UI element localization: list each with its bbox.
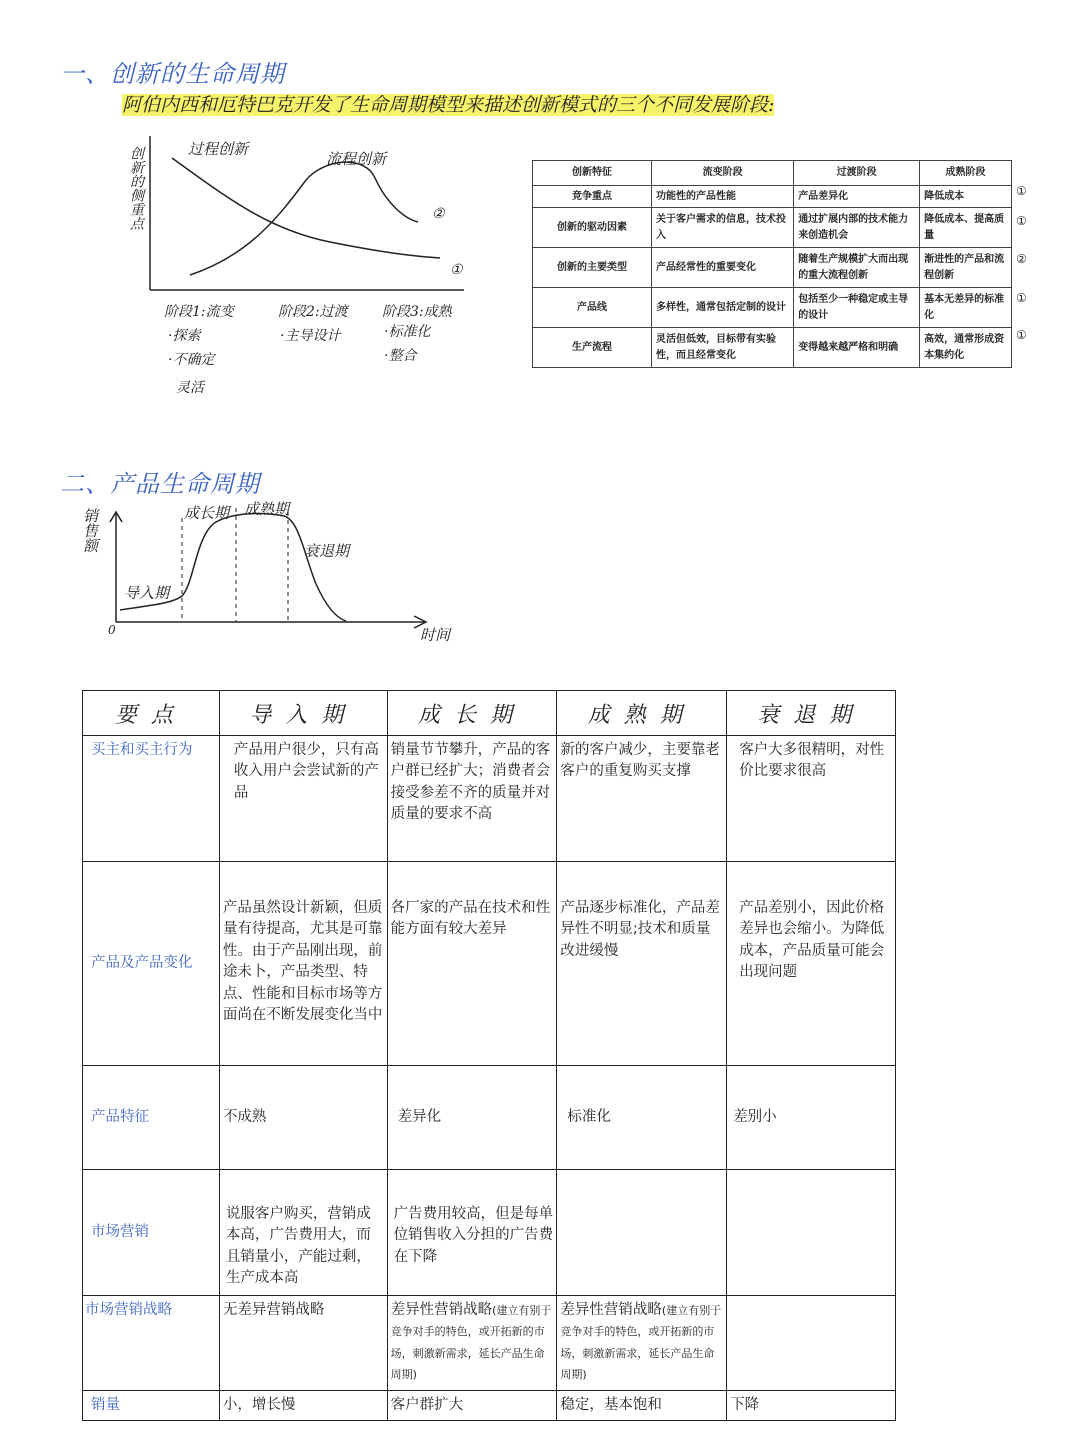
table-cell: 销量节节攀升，产品的客户群已经扩大；消费者会接受参差不齐的质量并对质量的要求不高 xyxy=(387,736,557,862)
table-cell xyxy=(557,1296,727,1391)
table-cell: 无差异营销战略 xyxy=(219,1296,387,1391)
table-header-cell: 成熟期 xyxy=(557,691,727,736)
table-row xyxy=(533,288,1012,328)
innovation-lifecycle-chart xyxy=(110,130,480,420)
table-header-cell: 成熟阶段 xyxy=(920,161,1012,186)
table-cell: 降低成本、提高质量 xyxy=(920,208,1012,248)
table-row xyxy=(83,1170,896,1296)
table-cell: 说服客户购买，营销成本高，广告费用大，而且销量小，产能过剩，生产成本高 xyxy=(219,1170,387,1296)
row-label: 市场营销 xyxy=(83,1170,220,1296)
table-row xyxy=(533,248,1012,288)
row-mark: ② xyxy=(1016,252,1027,266)
plc-phase-label: 衰退期 xyxy=(304,542,350,560)
innovation-table xyxy=(532,160,1012,368)
table-cell: 高效，通常形成资本集约化 xyxy=(920,328,1012,368)
table-cell: 随着生产规模扩大而出现的重大流程创新 xyxy=(794,248,920,288)
table-cell: 包括至少一种稳定或主导的设计 xyxy=(794,288,920,328)
table-cell: 多样性，通常包括定制的设计 xyxy=(652,288,794,328)
section2-title: 二、产品生命周期 xyxy=(60,470,260,498)
table-header-cell: 成长期 xyxy=(387,691,557,736)
curve2-label: 流程创新 xyxy=(326,150,387,168)
stage2-item: ·主导设计 xyxy=(280,328,341,344)
table-row xyxy=(83,862,896,1066)
row-label: 竞争重点 xyxy=(533,186,652,208)
table-cell: 产品用户很少，只有高收入用户会尝试新的产品 xyxy=(219,736,387,862)
row-label: 产品及产品变化 xyxy=(83,862,220,1066)
table-cell: 灵活但低效，目标带有实验性，而且经常变化 xyxy=(652,328,794,368)
strategy-note: (建立有别于竞争对手的特色，或开拓新的市场，刺激新需求，延长产品生命周期) xyxy=(560,1304,722,1382)
row-mark: ① xyxy=(1016,214,1027,228)
plc-phase-label: 导入期 xyxy=(124,584,170,602)
table-cell: 变得越来越严格和明确 xyxy=(794,328,920,368)
row-label: 生产流程 xyxy=(533,328,652,368)
table-row xyxy=(83,1066,896,1170)
table-cell: 产品差别小，因此价格差异也会缩小。为降低成本，产品质量可能会出现问题 xyxy=(727,862,896,1066)
curve-process-innovation xyxy=(172,158,440,258)
plc-table-header xyxy=(83,691,896,736)
table-cell: 产品差异化 xyxy=(794,186,920,208)
table-header-cell: 创新特征 xyxy=(533,161,652,186)
strategy-note: (建立有别于竞争对手的特色，或开拓新的市场，刺激新需求，延长产品生命周期) xyxy=(390,1304,552,1382)
table-cell: 客户大多很精明，对性价比要求很高 xyxy=(727,736,896,862)
table-cell: 产品经常性的重要变化 xyxy=(652,248,794,288)
table-row xyxy=(83,736,896,862)
table-cell: 稳定，基本饱和 xyxy=(557,1390,727,1420)
plc-y-label: 销售额 xyxy=(81,508,99,553)
stage1-title: 阶段1:流变 xyxy=(164,304,234,320)
row-mark: ① xyxy=(1016,184,1027,198)
strategy-text: 差异性营销战略 xyxy=(560,1302,662,1318)
plc-origin: 0 xyxy=(108,623,116,637)
row-label: 销量 xyxy=(83,1390,220,1420)
curve2-marker: ② xyxy=(432,206,445,222)
table-row xyxy=(533,186,1012,208)
table-cell xyxy=(727,1170,896,1296)
table-cell: 广告费用较高，但是每单位销售收入分担的广告费在下降 xyxy=(387,1170,557,1296)
table-cell xyxy=(387,1296,557,1391)
table-row xyxy=(83,1390,896,1420)
stage1-item: ·探索 xyxy=(168,328,201,344)
innovation-table-header xyxy=(533,161,1012,186)
table-header-cell: 流变阶段 xyxy=(652,161,794,186)
table-cell: 不成熟 xyxy=(219,1066,387,1170)
section1-intro xyxy=(122,90,774,117)
curve-flow-innovation xyxy=(190,162,418,275)
table-row xyxy=(533,328,1012,368)
table-cell: 标准化 xyxy=(557,1066,727,1170)
row-label: 创新的驱动因素 xyxy=(533,208,652,248)
row-label: 产品线 xyxy=(533,288,652,328)
table-cell: 新的客户减少，主要靠老客户的重复购买支撑 xyxy=(557,736,727,862)
section1-title: 一、创新的生命周期 xyxy=(60,60,285,88)
strategy-text: 差异性营销战略 xyxy=(390,1302,493,1318)
table-cell: 客户群扩大 xyxy=(387,1390,557,1420)
innovation-y-label: 创新的侧重点 xyxy=(128,146,144,230)
table-cell: 差异化 xyxy=(387,1066,557,1170)
table-header-cell: 导入期 xyxy=(219,691,387,736)
table-header-cell: 过渡阶段 xyxy=(794,161,920,186)
table-cell: 基本无差异的标准化 xyxy=(920,288,1012,328)
plc-phase-label: 成长期 xyxy=(184,504,230,522)
row-label: 创新的主要类型 xyxy=(533,248,652,288)
stage1-item: 灵活 xyxy=(176,380,204,396)
row-mark: ① xyxy=(1016,328,1027,342)
row-mark: ① xyxy=(1016,291,1027,305)
table-row xyxy=(533,208,1012,248)
stage2-title: 阶段2:过渡 xyxy=(278,304,348,320)
table-cell: 产品虽然设计新颖，但质量有待提高，尤其是可靠性。由于产品刚出现，前途未卜，产品类型、特点、性能和目标市场等方面尚在不断发展变化当中 xyxy=(219,862,387,1066)
table-cell: 差别小 xyxy=(727,1066,896,1170)
table-cell: 各厂家的产品在技术和性能方面有较大差异 xyxy=(387,862,557,1066)
product-lifecycle-table xyxy=(82,690,896,1421)
curve1-marker: ① xyxy=(450,262,463,278)
table-cell: 关于客户需求的信息，技术投入 xyxy=(652,208,794,248)
plc-sales-curve xyxy=(120,514,346,621)
table-cell: 产品逐步标准化，产品差异性不明显;技术和质量改进缓慢 xyxy=(557,862,727,1066)
table-cell: 通过扩展内部的技术能力来创造机会 xyxy=(794,208,920,248)
table-cell: 下降 xyxy=(727,1390,896,1420)
table-header-cell: 衰退期 xyxy=(727,691,896,736)
plc-x-label: 时间 xyxy=(420,626,451,644)
table-cell xyxy=(557,1170,727,1296)
stage3-title: 阶段3:成熟 xyxy=(382,304,452,320)
stage3-item: ·标准化 xyxy=(384,324,431,340)
table-cell xyxy=(727,1296,896,1391)
product-lifecycle-chart xyxy=(81,494,464,654)
table-cell: 小，增长慢 xyxy=(219,1390,387,1420)
section1-intro-text: 阿伯内西和厄特巴克开发了生命周期模型来描述创新模式的三个不同发展阶段: xyxy=(122,94,775,116)
plc-phase-label: 成熟期 xyxy=(244,500,290,518)
table-row xyxy=(83,1296,896,1391)
row-label: 市场营销战略 xyxy=(83,1296,220,1391)
curve1-label: 过程创新 xyxy=(188,140,249,158)
table-cell: 渐进性的产品和流程创新 xyxy=(920,248,1012,288)
table-header-cell: 要点 xyxy=(83,691,220,736)
stage3-item: ·整合 xyxy=(384,348,417,364)
row-label: 产品特征 xyxy=(83,1066,220,1170)
table-cell: 功能性的产品性能 xyxy=(652,186,794,208)
row-label: 买主和买主行为 xyxy=(83,736,220,862)
stage1-item: ·不确定 xyxy=(168,352,215,368)
table-cell: 降低成本 xyxy=(920,186,1012,208)
